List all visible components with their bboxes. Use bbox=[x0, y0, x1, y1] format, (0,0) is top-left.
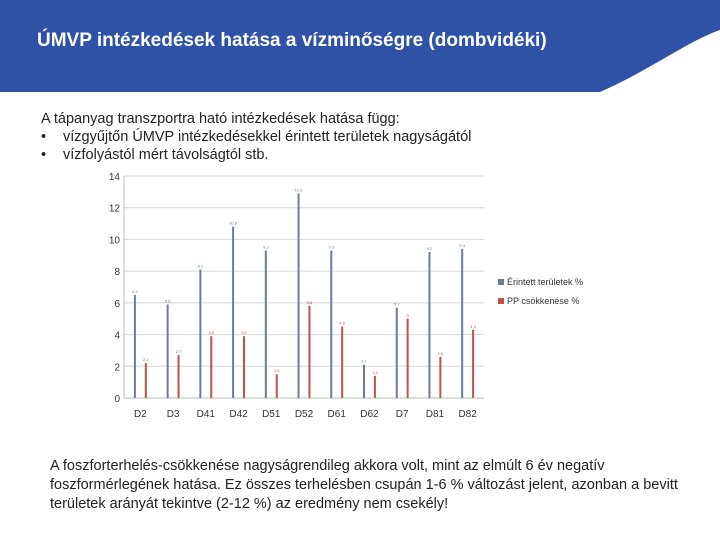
data-label: 2.6 bbox=[437, 350, 444, 356]
bar bbox=[199, 270, 201, 398]
bar bbox=[461, 249, 463, 398]
data-label: 5.7 bbox=[393, 301, 400, 307]
legend-label: PP csökkenése % bbox=[507, 296, 580, 306]
data-label: 4.3 bbox=[470, 323, 476, 329]
intro-bullet: • vízgyűjtőn ÚMVP intézkedésekkel érintett területek nagyságától bbox=[41, 128, 681, 146]
intro-bullet: • vízfolyástól mért távolságtól stb. bbox=[41, 146, 681, 164]
y-tick-label: 12 bbox=[108, 203, 120, 215]
x-tick-label: D82 bbox=[458, 409, 477, 420]
bar bbox=[396, 308, 398, 398]
x-tick-label: D52 bbox=[294, 409, 314, 420]
y-tick-label: 10 bbox=[108, 235, 120, 247]
data-label: 12.9 bbox=[294, 187, 303, 193]
y-tick-label: 6 bbox=[114, 298, 120, 310]
x-tick-label: D2 bbox=[133, 409, 147, 420]
x-tick-label: D3 bbox=[166, 409, 180, 420]
x-tick-label: D61 bbox=[327, 409, 346, 420]
data-label: 3.9 bbox=[208, 330, 215, 336]
bar bbox=[210, 336, 212, 398]
bar bbox=[134, 295, 136, 398]
y-tick-label: 4 bbox=[114, 330, 120, 342]
bar bbox=[265, 251, 267, 398]
chart-axes bbox=[109, 172, 484, 420]
y-tick-label: 2 bbox=[114, 362, 120, 374]
data-label: 5.8 bbox=[306, 300, 313, 306]
data-label: 2.2 bbox=[143, 357, 149, 363]
data-label: 9.4 bbox=[459, 242, 465, 248]
data-label: 9.2 bbox=[426, 246, 433, 252]
x-tick-label: D62 bbox=[360, 409, 379, 420]
bar bbox=[363, 365, 365, 398]
y-tick-label: 0 bbox=[114, 394, 120, 405]
x-tick-label: D51 bbox=[262, 409, 281, 420]
x-tick-label: D41 bbox=[196, 409, 215, 420]
x-tick-label: D7 bbox=[395, 409, 409, 420]
slide-title: ÚMVP intézkedések hatása a vízminőségre (dombvidéki) bbox=[37, 30, 547, 51]
data-label: 1.4 bbox=[372, 369, 378, 375]
bar bbox=[330, 251, 332, 398]
x-tick-label: D81 bbox=[425, 409, 445, 420]
data-label: 5.9 bbox=[164, 298, 171, 304]
conclusion-text: A foszforterhelés-csökkenése nagyságrendileg akkora volt, mint az elmúlt 6 év negatív foszformérlegének hatása. Ez összes terhelésben csupán 1-6 % változást jelent, azonban a bevitt területek arányát tekintve (2-12 %) az eredmény nem csekély! bbox=[50, 458, 678, 512]
chart-legend bbox=[498, 277, 583, 306]
legend-label: Érintett területek % bbox=[507, 277, 584, 287]
data-label: 10.8 bbox=[229, 220, 237, 226]
bar bbox=[308, 306, 310, 398]
bar bbox=[428, 252, 430, 398]
intro-lead: A tápanyag transzportra ható intézkedések hatása függ: bbox=[41, 111, 400, 127]
bar bbox=[341, 327, 343, 398]
data-label: 9.3 bbox=[263, 244, 269, 250]
y-tick-label: 8 bbox=[114, 267, 120, 279]
bar bbox=[407, 319, 409, 398]
y-tick-label: 14 bbox=[108, 172, 120, 183]
bar bbox=[178, 355, 180, 398]
bar bbox=[232, 227, 234, 398]
x-tick-label: D42 bbox=[229, 409, 248, 420]
bar bbox=[472, 330, 474, 398]
legend-swatch bbox=[498, 279, 504, 285]
data-label: 2.7 bbox=[175, 349, 182, 355]
bar bbox=[298, 193, 300, 398]
bar bbox=[167, 304, 169, 398]
data-label: 4.5 bbox=[339, 320, 345, 326]
legend-swatch bbox=[498, 298, 504, 304]
bar bbox=[243, 336, 245, 398]
data-label: 6.5 bbox=[132, 288, 138, 294]
bar bbox=[439, 357, 441, 398]
bar bbox=[276, 374, 278, 398]
data-label: 8.1 bbox=[197, 263, 204, 269]
bar bbox=[374, 376, 376, 398]
data-label: 9.3 bbox=[328, 244, 335, 250]
data-label: 5 bbox=[406, 312, 409, 318]
data-label: 2.1 bbox=[361, 358, 367, 364]
bar bbox=[145, 363, 147, 398]
data-label: 3.9 bbox=[241, 330, 247, 336]
data-label: 1.5 bbox=[273, 368, 280, 374]
